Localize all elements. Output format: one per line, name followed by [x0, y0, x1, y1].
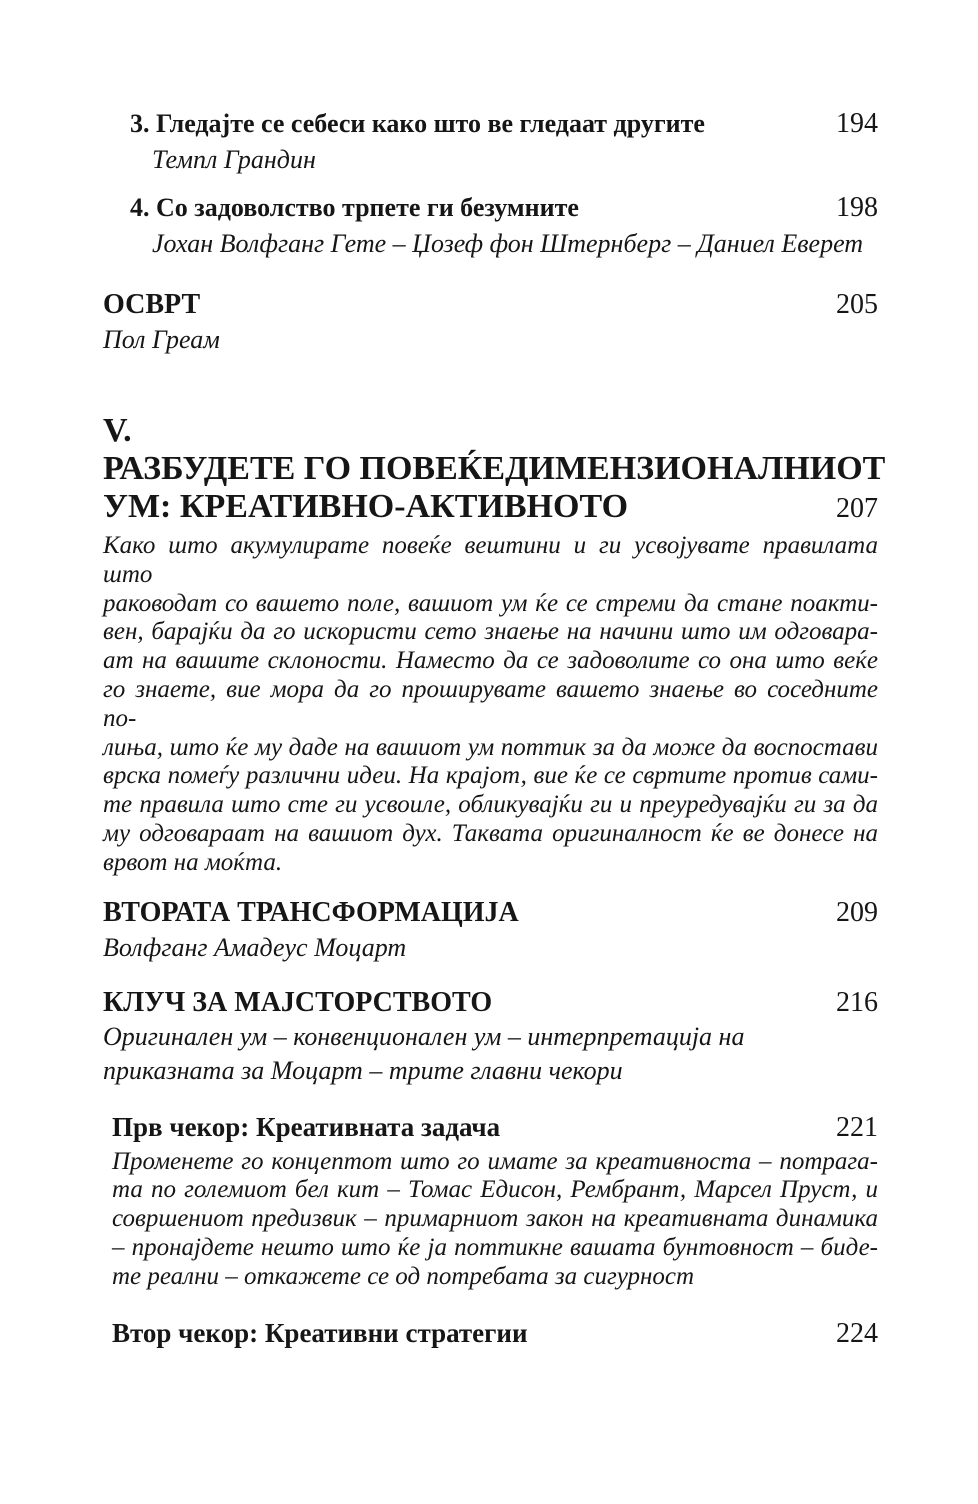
toc-entry-step-2	[112, 1316, 878, 1350]
text-line: – пронајдете нешто што ќе ја поттикне вашата бунтовност – биде-	[112, 1233, 878, 1261]
text-line: ат на вашите склоности. Наместо да се задоволите со она што веќе	[103, 647, 878, 675]
chapter-author: Јохан Волфганг Гете – Џозеф фон Штернберг – Даниел Еверет	[152, 229, 864, 258]
text-line: лиња, што ќе му даде на вашиот ум поттик за да може да воспостави	[103, 733, 878, 761]
toc-row	[130, 192, 878, 224]
section-description	[103, 532, 878, 878]
toc-row	[112, 1316, 878, 1350]
toc-entry-section-v	[103, 412, 886, 878]
toc-entry-step-1	[103, 1110, 878, 1292]
page-number: 207	[836, 493, 878, 524]
section-title-line1: РАЗБУДЕТЕ ГО ПОВЕЌЕДИМЕНЗИОНАЛНИОТ	[103, 450, 886, 487]
toc-entry-osvrt	[103, 288, 878, 356]
text-line: раководат со вашето поле, вашиот ум ќе се стреми да стане поакти-	[103, 589, 878, 617]
part-description	[103, 1020, 878, 1088]
toc-row	[103, 488, 878, 526]
page-number: 221	[836, 1111, 878, 1143]
toc-row	[130, 108, 878, 140]
text-line: вен, барајќи да го искористи сето знаење на начини што им одговара-	[103, 618, 878, 646]
step-description	[112, 1148, 878, 1292]
text-line: Како што акумулирате повеќе вештини и ги усвојувате правилата што	[103, 532, 878, 588]
part-title: КЛУЧ ЗА МАЈСТОРСТВОТО	[103, 986, 493, 1018]
text-line: совршениот предизвик – примарниот закон на креативната динамика	[112, 1205, 878, 1233]
toc-entry-chapter-4	[130, 192, 878, 260]
text-line: те правила што сте ги усвоиле, обликувајќи ги и преуредувајќи ги за да	[103, 791, 878, 819]
page-number: 205	[836, 289, 878, 320]
step-heading	[112, 1110, 878, 1144]
text-line: го знаете, вие мора да го проширувате вашето знаење во соседните по-	[103, 675, 878, 732]
part-title: ВТОРАТА ТРАНСФОРМАЦИЈА	[103, 896, 519, 928]
text-line: Оригинален ум – конвенционален ум – интерпретација на	[103, 1021, 745, 1051]
page-number: 198	[836, 192, 878, 223]
text-line: му одговараат на вашиот дух. Таквата оригиналност ќе ве донесе на	[103, 819, 878, 847]
toc-row	[103, 288, 878, 322]
section-title-line2: УМ: КРЕАТИВНО-АКТИВНОТО	[103, 488, 629, 525]
toc-entry-kluc	[103, 986, 878, 1088]
toc-row	[103, 896, 878, 930]
chapter-author: Темпл Грандин	[152, 145, 316, 174]
part-author: Пол Греам	[103, 325, 220, 354]
text-line: та по големиот бел кит – Томас Едисон, Рембрант, Марсел Пруст, и	[112, 1176, 878, 1204]
toc-row	[103, 986, 878, 1020]
section-number: V.	[103, 412, 132, 449]
text-line: Променете го концептот што го имате за креативноста – потрага-	[112, 1147, 878, 1175]
page-number: 209	[836, 896, 878, 928]
toc-entry-chapter-3	[130, 108, 878, 176]
text-line: врвот на моќта.	[103, 848, 283, 876]
part-title: ОСВРТ	[103, 289, 201, 320]
text-line: врска помеѓу различни идеи. На крајот, вие ќе се свртите против сами-	[103, 762, 878, 790]
chapter-title: 4. Со задоволство трпете ги безумните	[130, 193, 579, 222]
page-number: 216	[836, 986, 878, 1018]
page-number: 224	[836, 1317, 878, 1349]
part-author: Волфганг Амадеус Моцарт	[103, 932, 407, 962]
toc-row	[112, 1110, 878, 1144]
toc-entry-vtorata	[103, 896, 878, 964]
step-title: Втор чекор: Креативни стратегии	[112, 1317, 528, 1348]
text-line: те реални – откажете се од потребата за сигурност	[112, 1262, 695, 1290]
page-number: 194	[836, 108, 878, 139]
text-line: приказната за Моцарт – трите главни чекори	[103, 1055, 623, 1085]
step-title: Прв чекор: Креативната задача	[112, 1111, 501, 1142]
chapter-title: 3. Гледајте се себеси како што ве гледаат другите	[130, 109, 705, 138]
